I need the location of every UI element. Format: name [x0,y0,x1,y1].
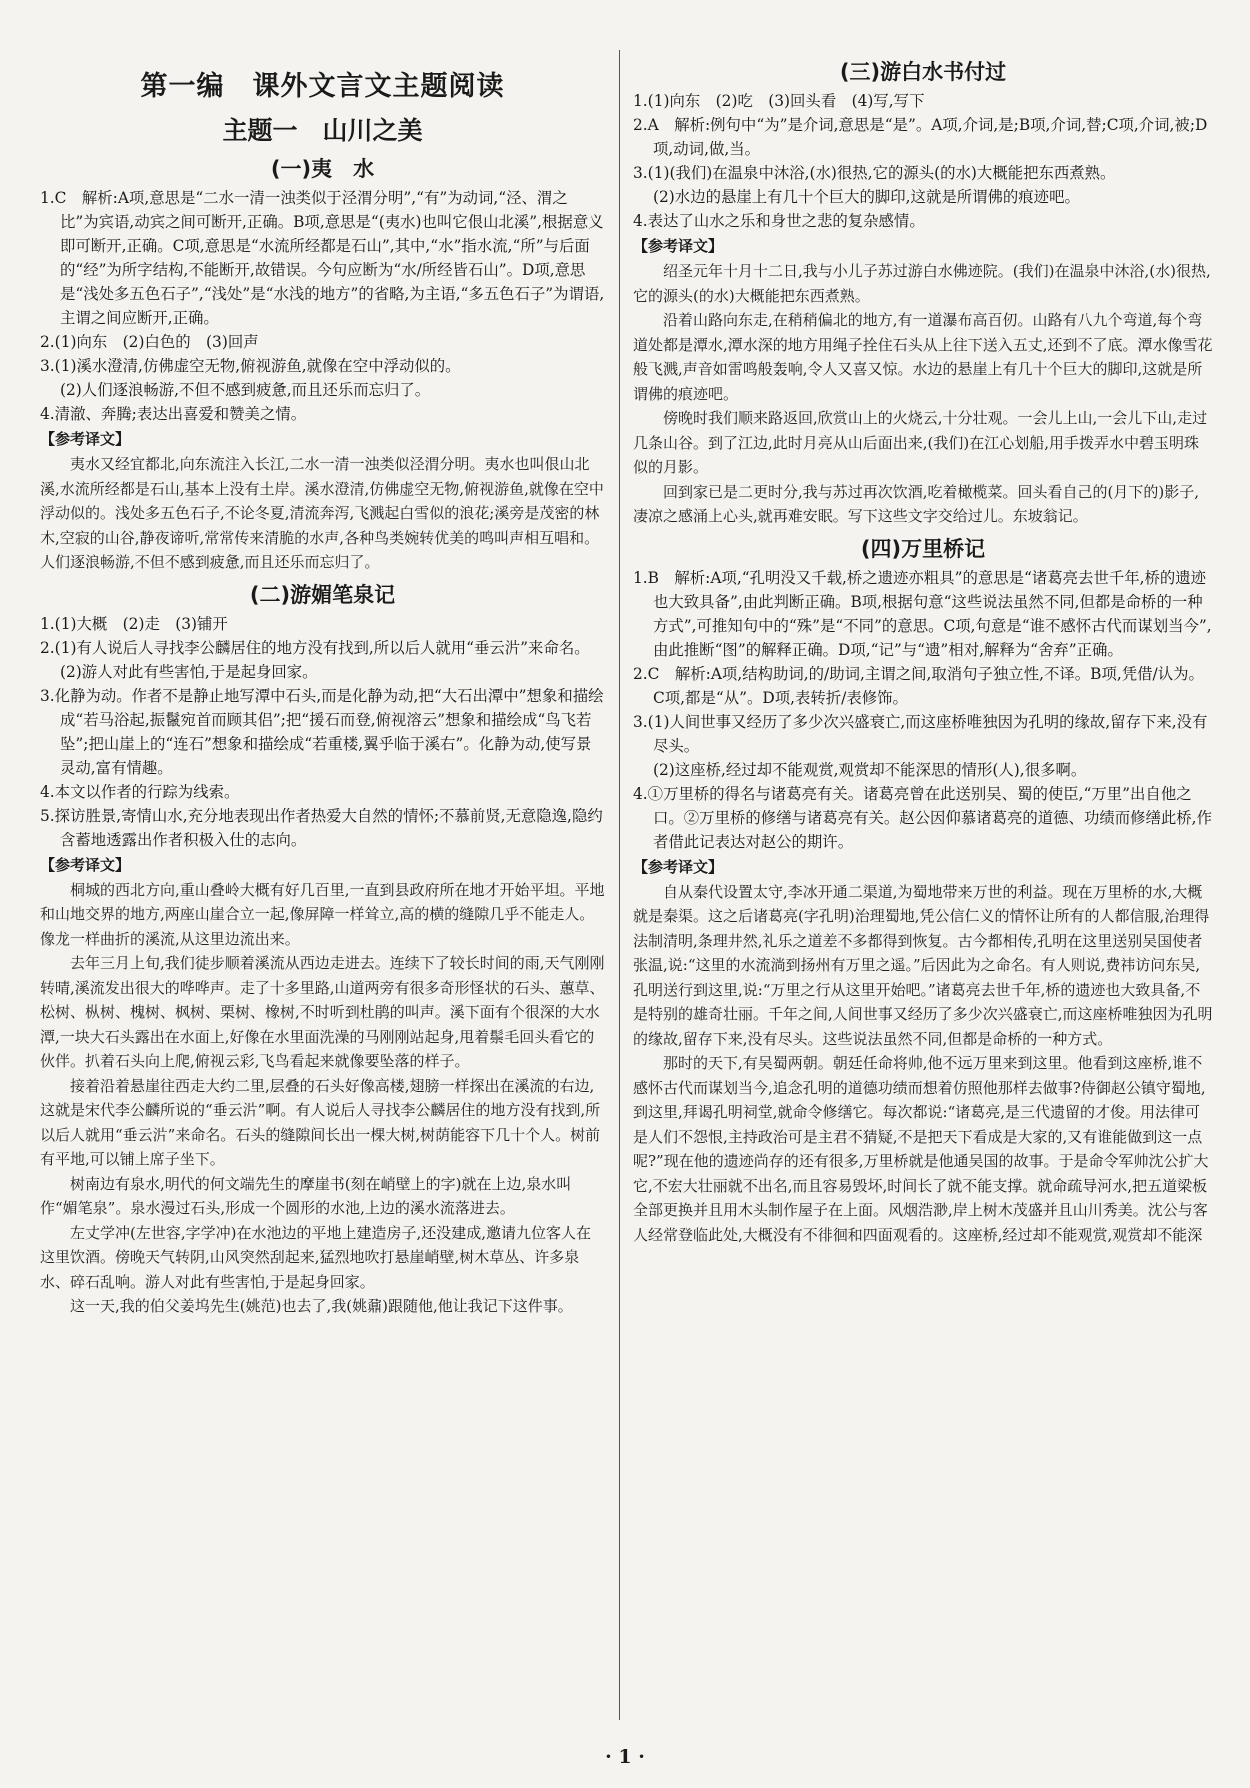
answer-item: 2.A 解析:例句中“为”是介词,意思是“是”。A项,介词,是;B项,介词,替;C项,介词,被;D项,动词,做,当。 [633,116,1208,158]
answer-item: 3.(1)(我们)在温泉中沐浴,(水)很热,它的源头(的水)大概能把东西煮熟。 [633,164,1116,182]
answer-item: 3.(1)人间世事又经历了多少次兴盛衰亡,而这座桥唯独因为孔明的缘故,留存下来,没有尽头。 [633,712,1208,755]
answer-item: 3.化静为动。作者不是静止地写潭中石头,而是化静为动,把“大石出潭中”想象和描绘成“若马浴起,振鬣宛首而顾其侣”;把“援石而登,俯视溶云”想象和描绘成“鸟飞若坠”;把山崖上的“连石”想象和描绘成“若重楼,翼乎临于溪右”。化静为动,使写景灵动,富有情趣。 [40,686,604,777]
answer-item: 1.C 解析:A项,意思是“二水一清一浊类似于泾渭分明”,“有”为动词,“泾、渭之比”为宾语,动宾之间可断开,正确。B项,意思是“(夷水)也叫它佷山北溪”,根据意义即可断开,正确。C项,意思是“水流所经都是石山”,其中,“水”指水流,“所”与后面的“经”为所字结构,不能断开,故错误。今句应断为“水/所经皆石山”。D项,意思是“浅处多五色石子”,“浅处”是“水浅的地方”的省略,为主语,“多五色石子”为谓语,主谓之间应断开,正确。 [40,189,605,327]
translation-paragraph: 那时的天下,有吴蜀两朝。朝廷任命将帅,他不远万里来到这里。他看到这座桥,谁不感怀古代而谋划当今,追念孔明的道德功绩而想着仿照他那样去做事?侍御赵公镇守蜀地,到这里,拜谒孔明祠堂,就命令修缮它。每次都说:“诸葛亮,是三代遗留的才俊。用法律可是人们不怨恨,主持政治可是主君不猜疑,不是把天下看成是大家的,又有谁能做到这一点呢?”现在他的遗迹尚存的还有很多,万里桥就是他通吴国的故事。于是命令军帅沈公扩大它,不宏大壮丽就不出名,而且容易毁坏,时间长了就不能支撑。就命疏导河水,把五道梁板全部更换并且用木头制作屋子在上面。风烟浩渺,岸上树木茂盛并且山川秀美。沈公与客人经常登临此处,大概没有不徘徊和四面观看的。这座桥,经过却不能观赏,观赏却不能深 [633,1054,1209,1244]
theme-title: 主题一 山川之美 [222,116,423,145]
right-column [633,52,1213,1247]
translation-paragraph: 桐城的西北方向,重山叠岭大概有好几百里,一直到县政府所在地才开始平坦。平地和山地交界的地方,两座山崖合立一起,像屏障一样耸立,高的横的缝隙几乎不能走人。像龙一样曲折的溪流,从这里边流出来。 [40,880,605,948]
translation-paragraph: 去年三月上旬,我们徒步顺着溪流从西边走进去。连续下了较长时间的雨,天气刚刚转晴,溪流发出很大的哗哗声。走了十多里路,山道两旁有很多奇形怪状的石头、蕙草、松树、枞树、槐树、枫树、栗树、橡树,不时听到杜鹃的叫声。溪下面有个很深的大水潭,一块大石头露出在水面上,好像在水里面洗澡的马刚刚站起身,甩着鬃毛回头看它的伙伴。扒着石头向上爬,俯视云彩,飞鸟看起来就像要坠落的样子。 [40,954,605,1070]
translation-paragraph: 树南边有泉水,明代的何文端先生的摩崖书(刻在峭壁上的字)就在上边,泉水叫作“媚笔泉”。泉水漫过石头,形成一个圆形的水池,上边的溪水流落进去。 [40,1174,572,1217]
translation-paragraph: 自从秦代设置太守,李冰开通二渠道,为蜀地带来万世的利益。现在万里桥的水,大概就是秦渠。这之后诸葛亮(字孔明)治理蜀地,凭公信仁义的情怀让所有的人都信服,治理得法制清明,条理井然,礼乐之道差不多都得到恢复。古今都相传,孔明在这里送别吴国使者张温,说:“这里的水流淌到扬州有万里之遥。”后因此为之命名。有人则说,费祎访问东吴,孔明送行到这里,说:“万里之行从这里开始吧。”诸葛亮去世千年,桥的遗迹也大致具备,不是特别的雄奇壮丽。千年之间,人间世事又经历了多少次兴盛衰亡,而这座桥唯独因为孔明的缘故,留存下来,没有尽头。这些说法虽然不同,但都是命桥的一种方式。 [633,882,1213,1048]
translation-paragraph: 这一天,我的伯父姜坞先生(姚范)也去了,我(姚鼐)跟随他,他让我记下这件事。 [70,1297,573,1315]
answer-item: (2)游人对此有些害怕,于是起身回家。 [60,662,318,681]
answer-item: 4.表达了山水之乐和身世之悲的复杂感情。 [633,212,925,230]
translation-paragraph: 傍晚时我们顺来路返回,欣赏山上的火烧云,十分壮观。一会儿上山,一会儿下山,走过几条山谷。到了江边,此时月亮从山后面出来,(我们)在江心划船,用手拨弄水中碧玉明珠似的月影。 [633,409,1208,476]
answer-item: (2)人们逐浪畅游,不但不感到疲惫,而且还乐而忘归了。 [60,381,431,399]
translation-paragraph: 接着沿着悬崖往西走大约二里,层叠的石头好像高楼,翅膀一样探出在溪流的右边,这就是宋代李公麟所说的“垂云沜”啊。有人说后人寻找李公麟居住的地方没有找到,所以后人就用“垂云沜”来命名。石头的缝隙间长出一棵大树,树荫能容下几十个人。树前有平地,可以铺上席子坐下。 [40,1076,601,1168]
reference-translation-label: 【参考译文】 [40,855,131,874]
answer-item: 2.C 解析:A项,结构助词,的/助词,主谓之间,取消句子独立性,不译。B项,凭借/认为。C项,都是“从”。D项,表转折/表修饰。 [633,664,1204,707]
translation-paragraph: 左丈学冲(左世容,字学冲)在水池边的平地上建造房子,还没建成,邀请九位客人在这里饮酒。傍晚天气转阴,山风突然刮起来,猛烈地吹打悬崖峭壁,树木草丛、许多泉水、碎石乱响。游人对此有些害怕,于是起身回家。 [40,1223,592,1291]
reference-translation-label: 【参考译文】 [633,237,724,255]
section-title-3: (三)游白水书付过 [839,60,1007,84]
answer-item: 4.本文以作者的行踪为线索。 [40,782,240,801]
answer-item: 5.探访胜景,寄情山水,充分地表现出作者热爱大自然的情怀;不慕前贤,无意隐逸,隐约含蓄地透露出作者积极入仕的志向。 [40,806,603,849]
column-divider [619,50,620,1720]
answer-item: 4.清澈、奔腾;表达出喜爱和赞美之情。 [40,405,307,423]
answer-item: 1.B 解析:A项,“孔明没又千载,桥之遗迹亦粗具”的意思是“诸葛亮去世千年,桥的遗迹也大致具备”,由此判断正确。B项,根据句意“这些说法虽然不同,但都是命桥的一种方式”,可推知句中的“殊”是“不同”的意思。C项,句意是“谁不感怀古代而谋划当今”,由此推断“图”的解释正确。D项,“记”与“遗”相对,解释为“舍弃”正确。 [633,568,1212,659]
unit-title: 第一编 课外文言文主题阅读 [140,71,505,102]
answer-item: 2.(1)有人说后人寻找李公麟居住的地方没有找到,所以后人就用“垂云沜”来命名。 [40,638,590,657]
answer-item: 4.①万里桥的得名与诸葛亮有关。诸葛亮曾在此送别吴、蜀的使臣,“万里”出自他之口。②万里桥的修缮与诸葛亮有关。赵公因仰慕诸葛亮的道德、功绩而修缮此桥,作者借此记表达对赵公的期许。 [633,784,1212,851]
translation-paragraph: 沿着山路向东走,在稍稍偏北的地方,有一道瀑布高百仞。山路有八九个弯道,每个弯道处都是潭水,潭水深的地方用绳子拴住石头从上往下送入五丈,还到不了底。潭水像雪花般飞溅,声音如雷鸣般轰响,令人又喜又惊。水边的悬崖上有几十个巨大的脚印,这就是所谓佛的痕迹吧。 [633,311,1213,403]
section-title-1: (一)夷 水 [270,157,375,181]
translation-paragraph: 回到家已是二更时分,我与苏过再次饮酒,吃着橄榄菜。回头看自己的(月下的)影子,凄凉之感涌上心头,就再难安眠。写下这些文字交给过儿。东坡翁记。 [633,482,1200,525]
answer-item: 3.(1)溪水澄清,仿佛虚空无物,俯视游鱼,就像在空中浮动似的。 [40,357,461,375]
answer-item: 1.(1)向东 (2)吃 (3)回头看 (4)写,写下 [633,92,925,110]
page-number: · 1 · [605,1746,645,1768]
answer-item: 1.(1)大概 (2)走 (3)铺开 [40,614,228,633]
reference-translation-label: 【参考译文】 [40,430,131,448]
section-title-4: (四)万里桥记 [860,536,986,561]
answer-item: 2.(1)向东 (2)白色的 (3)回声 [40,333,259,351]
reference-translation-label: 【参考译文】 [633,857,724,876]
answer-item: (2)水边的悬崖上有几十个巨大的脚印,这就是所谓佛的痕迹吧。 [653,188,1080,206]
answer-item: (2)这座桥,经过却不能观赏,观赏却不能深思的情形(人),很多啊。 [653,760,1087,779]
section-title-2: (二)游媚笔泉记 [249,582,396,607]
left-column [40,52,605,1319]
translation-paragraph: 绍圣元年十月十二日,我与小儿子苏过游白水佛迹院。(我们)在温泉中沐浴,(水)很热,它的源头(的水)大概能把东西煮熟。 [633,262,1211,305]
translation-paragraph: 夷水又经宜都北,向东流注入长江,二水一清一浊类似泾渭分明。夷水也叫佷山北溪,水流所经都是石山,基本上没有土岸。溪水澄清,仿佛虚空无物,俯视游鱼,就像在空中浮动似的。浅处多五色石子,不论冬夏,清流奔泻,飞溅起白雪似的浪花;溪旁是茂密的林木,空寂的山谷,静夜谛听,常常传来清脆的水声,各种鸟类婉转优美的鸣叫声相互唱和。人们逐浪畅游,不但不感到疲惫,而且还乐而忘归了。 [40,455,604,571]
